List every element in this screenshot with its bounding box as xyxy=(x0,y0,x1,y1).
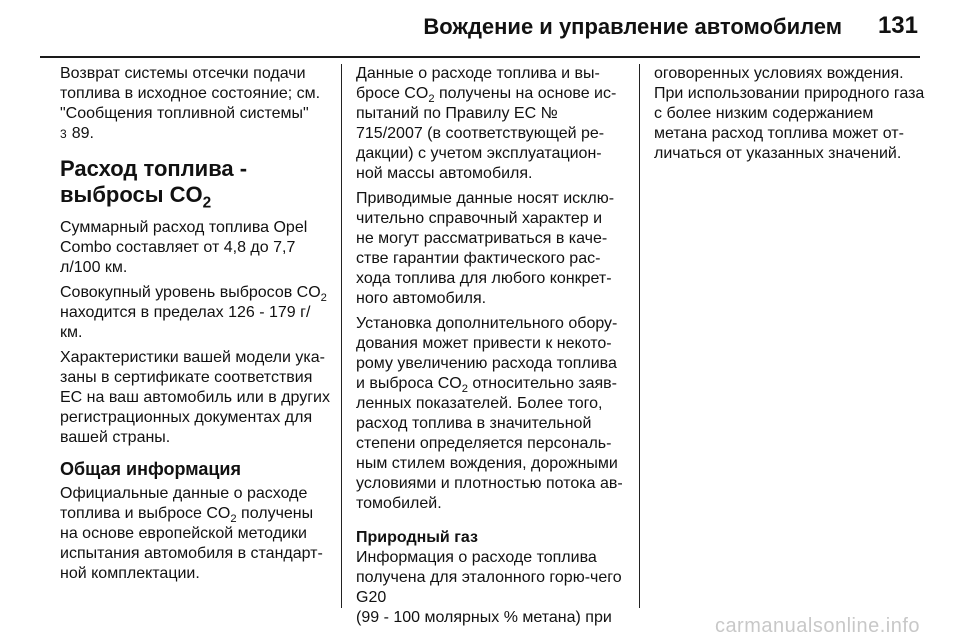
page-reference-link[interactable]: 89. xyxy=(71,125,94,142)
paragraph-additional-equipment xyxy=(356,314,624,514)
paragraph-fuel-cutoff xyxy=(60,64,330,144)
watermark: carmanualsonline.info xyxy=(714,615,920,637)
text-run: (99 - 100 молярных % метана) при xyxy=(356,609,612,626)
paragraph-conditions: оговоренных условиях вождения. При использовании природного газа с более низким содержанием метана расход топлива может от-личаться от указанных значений. xyxy=(654,65,925,162)
text-column-1 xyxy=(60,64,330,589)
text-run: Установка дополнительного обору-дования может привести к некото-рому увеличению расхода топлива и выброса CO xyxy=(356,315,618,392)
paragraph-co2-emissions xyxy=(60,283,330,343)
subscript: 2 xyxy=(320,291,327,304)
section-heading-general-info: Общая информация xyxy=(60,459,241,479)
text-run: находится в пределах 126 - 179 г/км. xyxy=(60,304,311,341)
text-run: Совокупный уровень выбросов CO xyxy=(60,284,321,301)
text-run: Данные о расходе топлива и вы-бросе CO xyxy=(356,65,600,102)
text-run: получены на основе ис-пытаний по Правилу ЕС № 715/2007 (в соответствующей ре-дакции) с учетом эксплуатацион-ной массы автомобиля. xyxy=(356,85,617,182)
paragraph-natural-gas xyxy=(356,548,624,628)
subscript: 2 xyxy=(428,92,435,105)
paragraph-reference-only: Приводимые данные носят исклю-чительно справочный характер и не могут рассматриваться в каче-стве гарантии фактического рас-хода топлива для любого конкрет-ного автомобиля. xyxy=(356,190,615,307)
text-run: получены на основе европейской методики испытания автомобиля в стандарт-ной комплектации. xyxy=(60,505,323,582)
text-run: относительно заяв-ленных показателей. Более того, расход топлива в значительной степени определяется персональ-ным стилем вождения, дорожными условиями и плотностью потока ав-томобилей. xyxy=(356,375,623,512)
page-header-title: Вождение и управление автомобилем xyxy=(423,14,842,39)
heading-line-1: Расход топлива - xyxy=(60,156,248,181)
text-column-2 xyxy=(356,64,624,633)
heading-line-2: выбросы CO xyxy=(60,182,203,207)
column-divider-2 xyxy=(639,64,640,608)
paragraph-test-basis xyxy=(356,64,624,184)
paragraph-text: Возврат системы отсечки подачи топлива в исходное состояние; см. "Сообщения топливной системы" xyxy=(60,65,321,122)
text-column-3 xyxy=(654,64,926,169)
header-divider xyxy=(40,56,920,58)
page-number: 131 xyxy=(877,12,918,39)
subscript: 2 xyxy=(230,512,237,525)
section-heading-fuel-consumption xyxy=(60,156,330,212)
paragraph-combined-consumption: Суммарный расход топлива Opel Combo составляет от 4,8 до 7,7 л/100 км. xyxy=(60,219,308,276)
subscript: 2 xyxy=(202,194,212,212)
reference-arrow-icon: 3 xyxy=(60,127,67,141)
text-run: Информация о расходе топлива получена для эталонного горю-чего G20 xyxy=(356,549,622,606)
subscript: 2 xyxy=(461,382,468,395)
paragraph-model-characteristics: Характеристики вашей модели ука-заны в сертификате соответствия ЕС на ваш автомобиль или в других регистрационных документах для вашей страны. xyxy=(60,349,330,446)
section-heading-natural-gas: Природный газ xyxy=(356,529,478,546)
text-run: Официальные данные о расходе топлива и выбросе CO xyxy=(60,485,308,522)
column-divider-1 xyxy=(341,64,342,608)
paragraph-official-data xyxy=(60,484,330,584)
